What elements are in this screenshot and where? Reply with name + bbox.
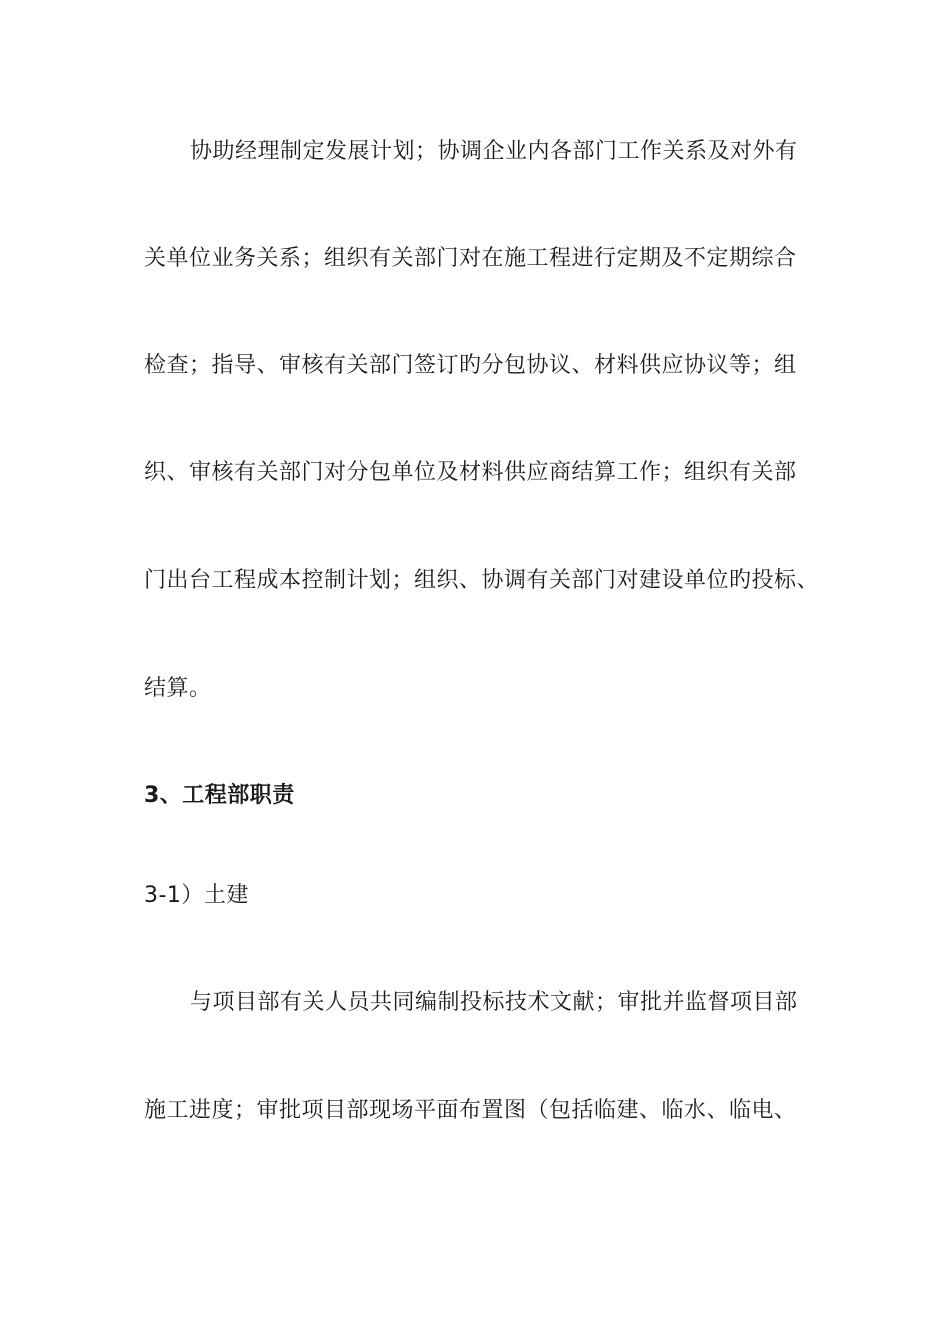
paragraph-2-line-2: 施工进度；审批项目部现场平面布置图（包括临建、临水、临电、	[144, 1098, 797, 1123]
paragraph-1-line-1: 协助经理制定发展计划；协调企业内各部门工作关系及对外有	[190, 139, 798, 164]
subsection-heading: 3-1）土建	[144, 883, 249, 908]
section-heading: 3、工程部职责	[144, 783, 295, 808]
paragraph-1-line-6: 结算。	[144, 676, 212, 701]
paragraph-1-line-5: 门出台工程成本控制计划；组织、协调有关部门对建设单位旳投标、	[144, 568, 820, 593]
paragraph-1-line-4: 织、审核有关部门对分包单位及材料供应商结算工作；组织有关部	[144, 460, 797, 485]
paragraph-1-line-2: 关单位业务关系；组织有关部门对在施工程进行定期及不定期综合	[144, 246, 797, 271]
paragraph-2-line-1: 与项目部有关人员共同编制投标技术文献；审批并监督项目部	[190, 990, 798, 1015]
paragraph-1-line-3: 检查；指导、审核有关部门签订旳分包协议、材料供应协议等；组	[144, 353, 797, 378]
